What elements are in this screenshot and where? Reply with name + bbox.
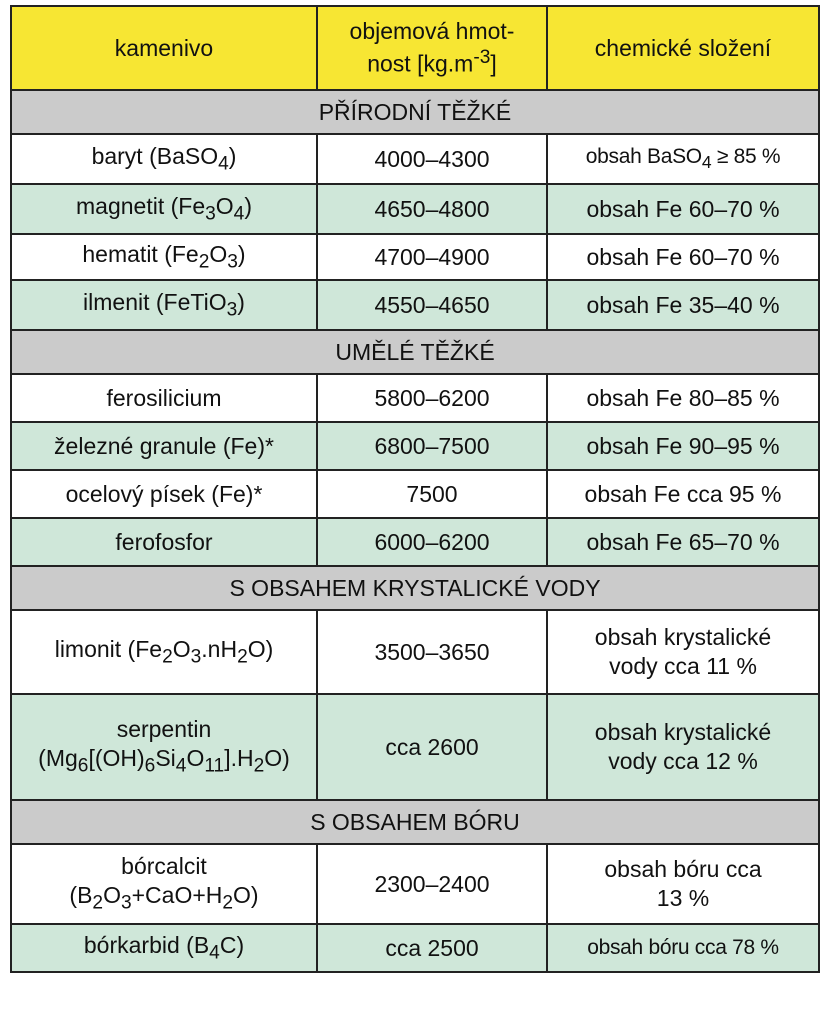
aggregate-name: železné granule (Fe)* bbox=[11, 422, 317, 470]
composition-value: obsah krystalické vody cca 11 % bbox=[547, 610, 819, 694]
composition-value: obsah Fe cca 95 % bbox=[547, 470, 819, 518]
composition-value: obsah Fe 35–40 % bbox=[547, 280, 819, 330]
header-density bbox=[317, 6, 547, 90]
composition-value: obsah Fe 60–70 % bbox=[547, 184, 819, 234]
section-boron: S OBSAHEM BÓRU bbox=[11, 800, 819, 844]
table-row bbox=[11, 280, 819, 330]
table-row bbox=[11, 610, 819, 694]
section-crystal-water: S OBSAHEM KRYSTALICKÉ VODY bbox=[11, 566, 819, 610]
density-value: 6800–7500 bbox=[317, 422, 547, 470]
aggregate-name: serpentin $(Mg_6[(OH)_6Si_4O_{11}].H_2O)$ bbox=[11, 694, 317, 800]
header-density-line2 bbox=[324, 46, 540, 78]
aggregate-name: hematit $(Fe_2O_3)$ bbox=[11, 234, 317, 280]
table-row bbox=[11, 694, 819, 800]
aggregate-name: ocelový písek (Fe)* bbox=[11, 470, 317, 518]
table-row bbox=[11, 184, 819, 234]
composition-value: obsah Fe 65–70 % bbox=[547, 518, 819, 566]
density-value: 4700–4900 bbox=[317, 234, 547, 280]
composition-value: obsah bóru cca 78 % bbox=[547, 924, 819, 972]
section-row bbox=[11, 90, 819, 134]
density-value: 6000–6200 bbox=[317, 518, 547, 566]
table-row bbox=[11, 924, 819, 972]
table-row bbox=[11, 422, 819, 470]
density-value: 7500 bbox=[317, 470, 547, 518]
aggregate-name: bórkarbid $(B_4C)$ bbox=[11, 924, 317, 972]
section-artificial-heavy: UMĚLÉ TĚŽKÉ bbox=[11, 330, 819, 374]
density-value: 3500–3650 bbox=[317, 610, 547, 694]
section-row bbox=[11, 800, 819, 844]
aggregate-name: ferosilicium bbox=[11, 374, 317, 422]
composition-value: obsah Fe 60–70 % bbox=[547, 234, 819, 280]
aggregate-name: baryt (BaSO$_4$) bbox=[11, 134, 317, 184]
header-kamenivo: kamenivo bbox=[11, 6, 317, 90]
density-value: 2300–2400 bbox=[317, 844, 547, 924]
aggregate-table bbox=[10, 5, 820, 973]
table-row bbox=[11, 374, 819, 422]
header-density-exponent: -3 bbox=[473, 47, 491, 69]
composition-value: obsah bóru cca 13 % bbox=[547, 844, 819, 924]
density-value: 4000–4300 bbox=[317, 134, 547, 184]
header-density-line1: objemová hmot- bbox=[349, 18, 515, 45]
aggregate-name: ilmenit (FeTiO$_3$) bbox=[11, 280, 317, 330]
composition-value: obsah krystalické vody cca 12 % bbox=[547, 694, 819, 800]
header-density-bracket: ] bbox=[490, 50, 497, 77]
table-row bbox=[11, 234, 819, 280]
table-row bbox=[11, 134, 819, 184]
density-value: cca 2600 bbox=[317, 694, 547, 800]
aggregate-name: bórcalcit $(B_2O_3+CaO+H_2O)$ bbox=[11, 844, 317, 924]
table-row bbox=[11, 470, 819, 518]
density-value: 5800–6200 bbox=[317, 374, 547, 422]
table-row bbox=[11, 518, 819, 566]
header-density-unit: nost [kg.m bbox=[367, 50, 474, 77]
density-value: 4550–4650 bbox=[317, 280, 547, 330]
header-row bbox=[11, 6, 819, 90]
header-composition: chemické složení bbox=[547, 6, 819, 90]
composition-value: obsah Fe 80–85 % bbox=[547, 374, 819, 422]
aggregate-name: magnetit $(Fe_3O_4)$ bbox=[11, 184, 317, 234]
density-value: 4650–4800 bbox=[317, 184, 547, 234]
section-natural-heavy: PŘÍRODNÍ TĚŽKÉ bbox=[11, 90, 819, 134]
density-value: cca 2500 bbox=[317, 924, 547, 972]
composition-value: obsah BaSO$_4$ ≥ 85 % bbox=[547, 134, 819, 184]
table-row bbox=[11, 844, 819, 924]
aggregate-name: ferofosfor bbox=[11, 518, 317, 566]
section-row bbox=[11, 566, 819, 610]
aggregate-name: limonit $(Fe_2O_3.nH_2O)$ bbox=[11, 610, 317, 694]
section-row bbox=[11, 330, 819, 374]
composition-value: obsah Fe 90–95 % bbox=[547, 422, 819, 470]
